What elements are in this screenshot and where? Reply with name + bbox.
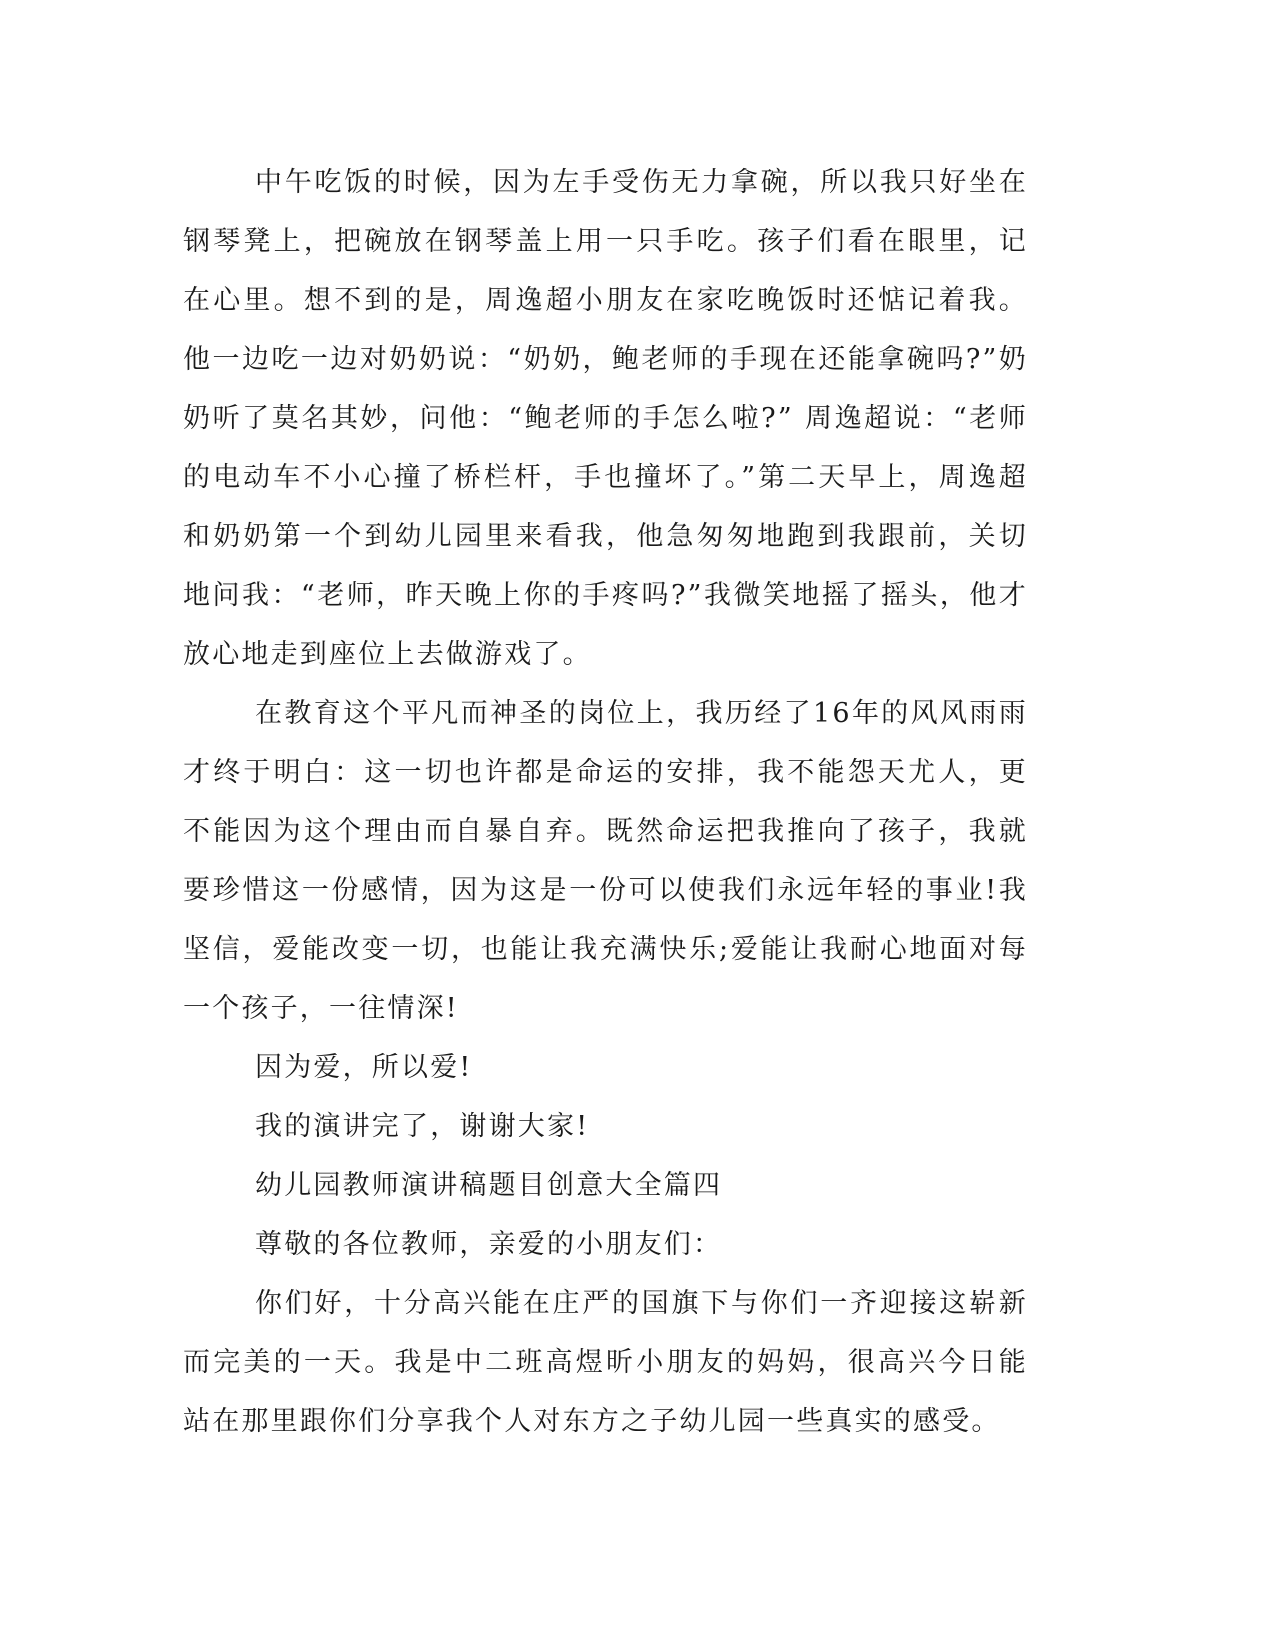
paragraph-speech-end: 我的演讲完了，谢谢大家! <box>255 1111 590 1142</box>
paragraph-lunch-story: 中午吃饭的时候，因为左手受伤无力拿碗，所以我只好坐在钢琴凳上，把碗放在钢琴盖上用一只手吃。孩子们看在眼里，记在心里。想不到的是，周逸超小朋友在家吃晚饭时还惦记着我。他一边吃一边对奶奶说：“奶奶，鲍老师的手现在还能拿碗吗?”奶奶听了莫名其妙，问他：“鲍老师的手怎么啦?” 周逸超说：“老师的电动车不小心撞了桥栏杆，手也撞坏了。”第二天早上，周逸超和奶奶第一个到幼儿园里来看我，他急匆匆地跑到我跟前，关切地问我：“老师，昨天晚上你的手疼吗?”我微笑地摇了摇头，他才放心地走到座位上去做游戏了。 <box>183 167 1028 670</box>
section-heading: 幼儿园教师演讲稿题目创意大全篇四 <box>255 1170 723 1201</box>
paragraph-education-career: 在教育这个平凡而神圣的岗位上，我历经了16年的风风雨雨才终于明白：这一切也许都是命运的安排，我不能怨天尤人，更不能因为这个理由而自暴自弃。既然命运把我推向了孩子，我就要珍惜这一份感情，因为这是一份可以使我们永远年轻的事业!我坚信，爱能改变一切，也能让我充满快乐;爱能让我耐心地面对每一个孩子，一往情深! <box>183 698 1028 1024</box>
document-body <box>183 153 1028 1451</box>
paragraph-introduction: 你们好，十分高兴能在庄严的国旗下与你们一齐迎接这崭新而完美的一天。我是中二班高煜昕小朋友的妈妈，很高兴今日能站在那里跟你们分享我个人对东方之子幼儿园一些真实的感受。 <box>183 1288 1028 1437</box>
paragraph-greeting: 尊敬的各位教师，亲爱的小朋友们： <box>255 1229 723 1260</box>
paragraph-because-love: 因为爱，所以爱! <box>255 1052 473 1083</box>
